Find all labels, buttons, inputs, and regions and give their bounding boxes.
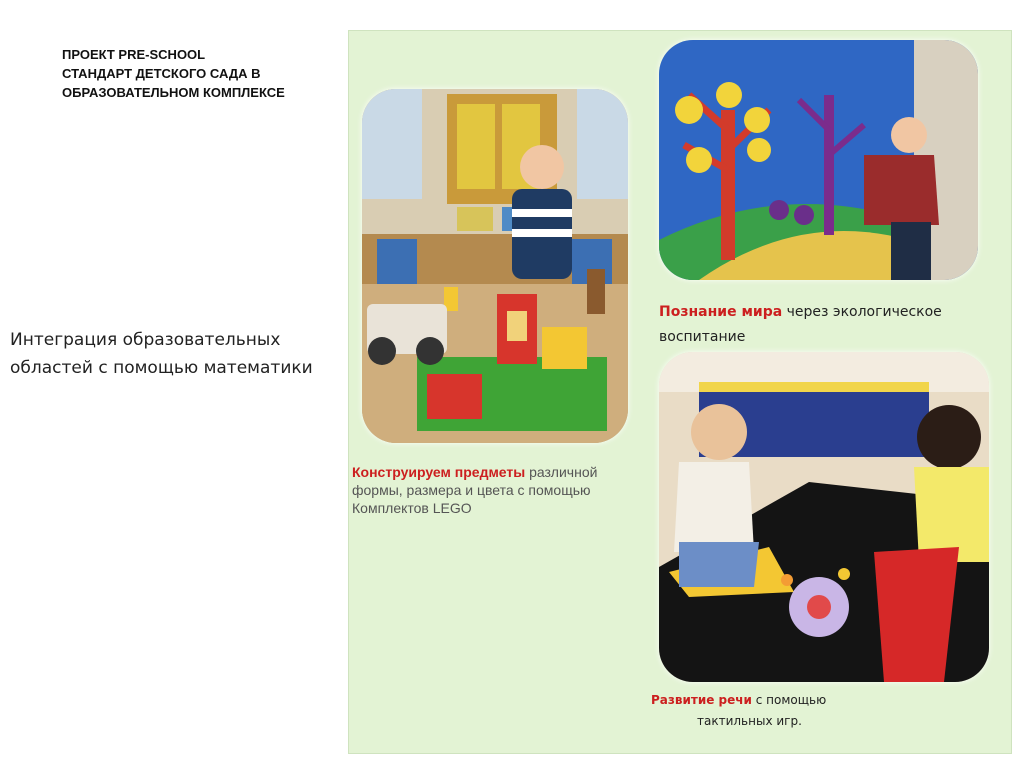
subtitle-line-2: областей с помощью математики [10, 358, 313, 378]
speech-photo [659, 352, 989, 682]
nature-caption-highlight: Познание мира [659, 304, 783, 320]
lego-photo [362, 89, 628, 443]
subtitle-line-1: Интеграция образовательных [10, 330, 281, 350]
speech-caption-highlight: Развитие речи [651, 693, 752, 707]
speech-caption-text-2: тактильных игр. [697, 714, 802, 728]
lego-caption [352, 463, 642, 517]
lego-caption-highlight: Конструируем предметы [352, 464, 526, 480]
nature-caption-text: через экологическое воспитание [659, 304, 942, 345]
nature-caption [659, 300, 999, 350]
project-header [62, 45, 332, 102]
header-line-2: СТАНДАРТ ДЕТСКОГО САДА В [62, 66, 261, 81]
slide-subtitle [10, 326, 345, 382]
lego-caption-text: различной формы, размера и цвета с помощью Комплектов LEGO [352, 464, 598, 516]
nature-photo [659, 40, 978, 280]
header-line-3: ОБРАЗОВАТЕЛЬНОМ КОМПЛЕКСЕ [62, 85, 285, 100]
speech-caption [651, 690, 851, 732]
speech-caption-text-1: с помощью [751, 693, 827, 707]
header-line-1: ПРОЕКТ PRE-SCHOOL [62, 47, 206, 62]
